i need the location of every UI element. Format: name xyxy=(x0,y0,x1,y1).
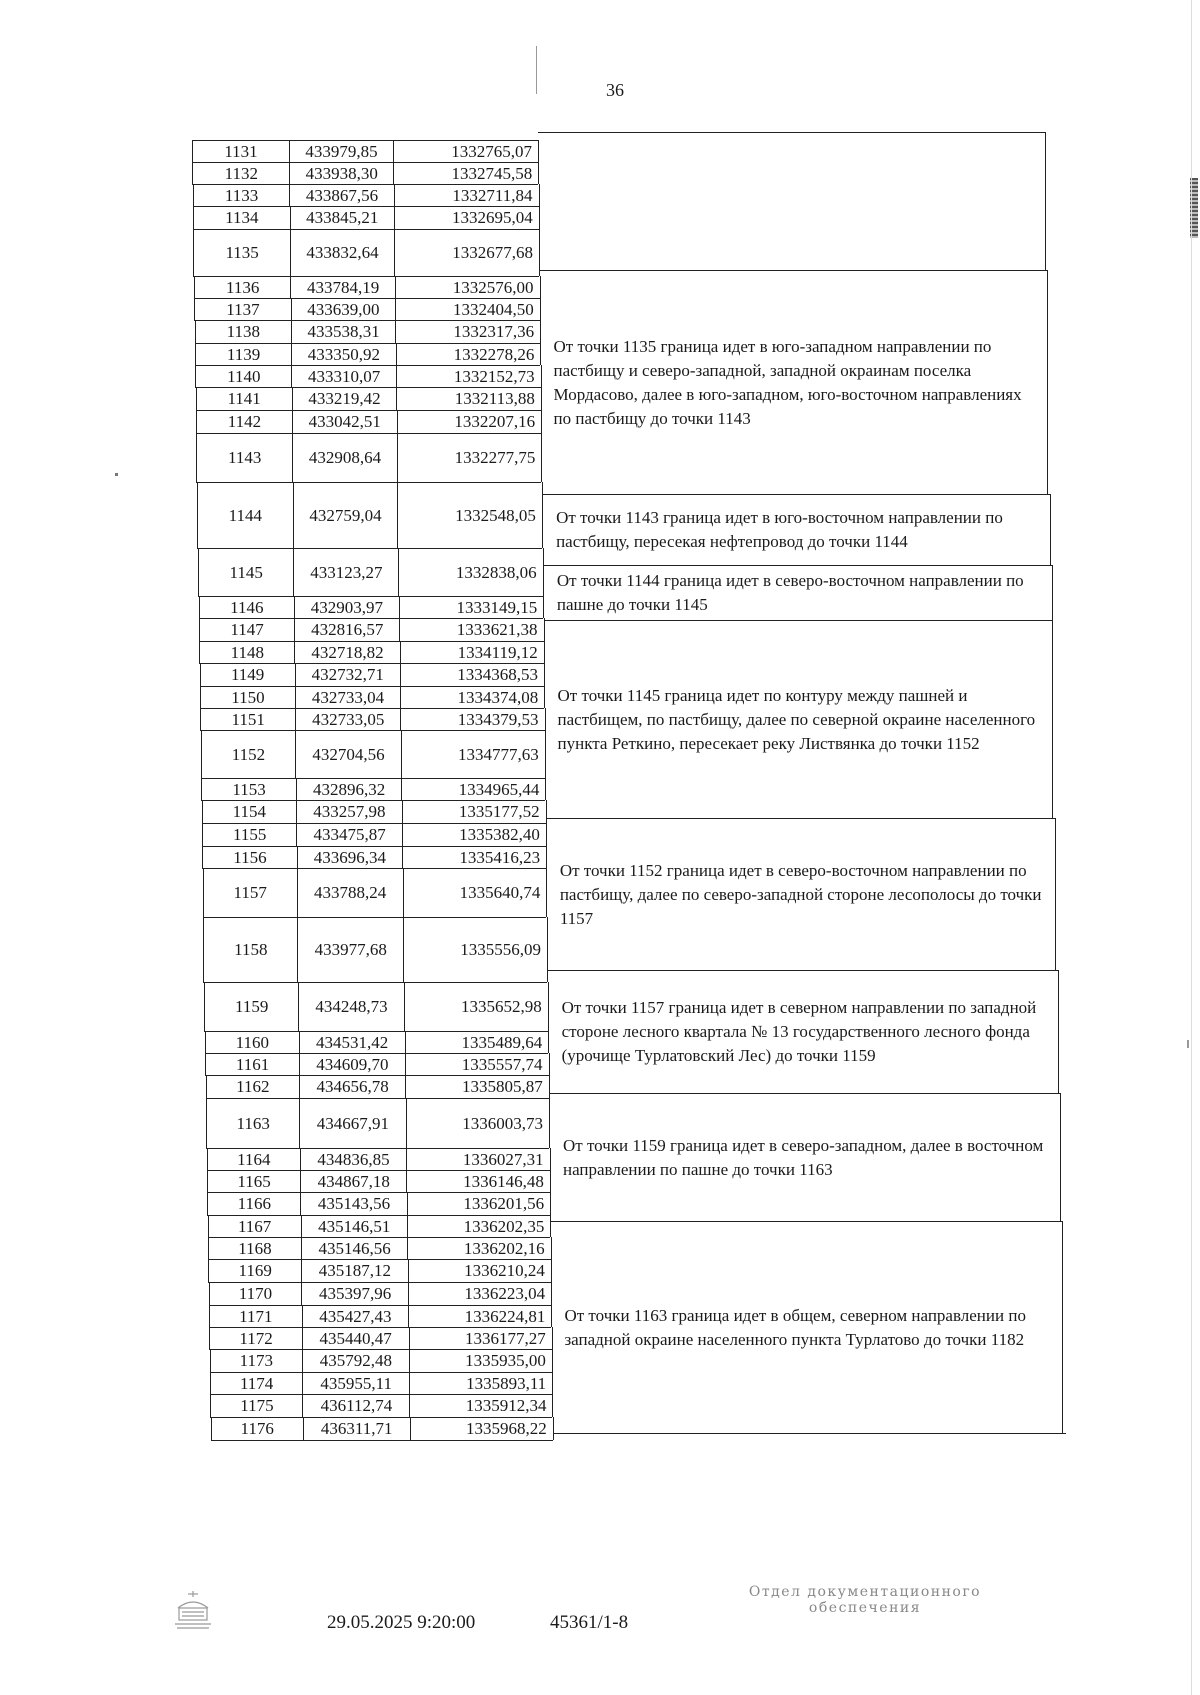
point-number-cell: 1162 xyxy=(206,1075,299,1098)
point-number-cell: 1147 xyxy=(199,618,294,641)
point-number-cell: 1171 xyxy=(209,1305,302,1327)
y-coordinate-cell: 1333149,15 xyxy=(399,596,543,618)
y-coordinate-cell: 1336027,31 xyxy=(406,1148,549,1170)
x-coordinate-cell: 434836,85 xyxy=(300,1148,406,1170)
table-row xyxy=(206,1075,549,1098)
y-coordinate-cell: 1336223,04 xyxy=(408,1282,551,1305)
table-row xyxy=(202,846,546,868)
table-row xyxy=(196,433,541,482)
table-row xyxy=(203,868,547,917)
table-row xyxy=(196,410,541,433)
point-number-cell: 1152 xyxy=(201,730,296,778)
boundary-description: От точки 1143 граница идет в юго-восточном направлении по пастбищу, пересекая нефтепровод до точки 1144 xyxy=(542,494,1051,565)
table-row xyxy=(210,1349,552,1372)
footer-datetime: 29.05.2025 9:20:00 xyxy=(327,1612,476,1633)
x-coordinate-cell: 432903,97 xyxy=(294,596,399,618)
emblem-icon xyxy=(170,1588,216,1632)
y-coordinate-cell: 1336177,27 xyxy=(409,1327,552,1349)
point-number-cell: 1161 xyxy=(205,1053,298,1075)
y-coordinate-cell: 1336210,24 xyxy=(408,1259,551,1282)
table-row xyxy=(195,365,540,387)
table-top-border xyxy=(192,140,538,141)
point-number-cell: 1137 xyxy=(194,298,290,320)
table-row xyxy=(205,1031,548,1053)
x-coordinate-cell: 433042,51 xyxy=(292,410,397,433)
point-number-cell: 1155 xyxy=(202,823,296,846)
y-coordinate-cell: 1334777,63 xyxy=(401,730,545,778)
point-number-cell: 1175 xyxy=(210,1394,302,1417)
point-number-cell: 1149 xyxy=(200,663,295,686)
x-coordinate-cell: 432704,56 xyxy=(295,730,400,778)
point-number-cell: 1131 xyxy=(192,140,289,162)
table-row xyxy=(201,778,545,800)
y-coordinate-cell: 1332576,00 xyxy=(395,276,540,298)
point-number-cell: 1159 xyxy=(204,982,298,1031)
point-number-cell: 1150 xyxy=(200,686,295,708)
y-coordinate-cell: 1335416,23 xyxy=(402,846,546,868)
table-row xyxy=(199,618,544,641)
x-coordinate-cell: 435187,12 xyxy=(301,1259,408,1282)
x-coordinate-cell: 432732,71 xyxy=(295,663,400,686)
x-coordinate-cell: 436311,71 xyxy=(303,1417,410,1440)
table-row xyxy=(206,1098,549,1148)
y-coordinate-cell: 1335805,87 xyxy=(405,1075,549,1098)
x-coordinate-cell: 433938,30 xyxy=(289,162,393,184)
table-row xyxy=(195,320,540,343)
point-number-cell: 1166 xyxy=(207,1192,300,1215)
y-coordinate-cell: 1334379,53 xyxy=(400,708,544,730)
description-bottom-border xyxy=(553,1433,1066,1434)
description-empty xyxy=(538,132,1046,270)
x-coordinate-cell: 433310,07 xyxy=(291,365,396,387)
x-coordinate-cell: 433639,00 xyxy=(291,298,395,320)
x-coordinate-cell: 433696,34 xyxy=(297,846,403,868)
y-coordinate-cell: 1335968,22 xyxy=(410,1417,553,1440)
point-number-cell: 1138 xyxy=(195,320,291,343)
point-number-cell: 1174 xyxy=(210,1372,302,1394)
point-number-cell: 1158 xyxy=(203,917,297,982)
y-coordinate-cell: 1335489,64 xyxy=(405,1031,549,1053)
table-row xyxy=(208,1237,551,1259)
x-coordinate-cell: 433867,56 xyxy=(289,184,393,206)
table-row xyxy=(197,482,542,548)
point-number-cell: 1170 xyxy=(209,1282,302,1305)
table-row xyxy=(207,1148,550,1170)
table-row xyxy=(192,140,538,162)
y-coordinate-cell: 1334119,12 xyxy=(400,641,544,663)
table-row xyxy=(193,206,539,229)
x-coordinate-cell: 432718,82 xyxy=(294,641,399,663)
x-coordinate-cell: 435143,56 xyxy=(300,1192,406,1215)
y-coordinate-cell: 1336146,48 xyxy=(406,1170,549,1192)
x-coordinate-cell: 433219,42 xyxy=(292,387,397,410)
point-number-cell: 1156 xyxy=(202,846,296,868)
table-row xyxy=(202,800,546,823)
x-coordinate-cell: 435146,51 xyxy=(301,1215,407,1237)
x-coordinate-cell: 433832,64 xyxy=(290,229,394,276)
y-coordinate-cell: 1332745,58 xyxy=(393,162,538,184)
x-coordinate-cell: 433845,21 xyxy=(290,206,394,229)
y-coordinate-cell: 1335652,98 xyxy=(404,982,548,1031)
x-coordinate-cell: 433784,19 xyxy=(290,276,394,298)
y-coordinate-cell: 1336224,81 xyxy=(408,1305,551,1327)
x-coordinate-cell: 433538,31 xyxy=(291,320,395,343)
y-coordinate-cell: 1333621,38 xyxy=(399,618,543,641)
table-row xyxy=(199,641,543,663)
x-coordinate-cell: 433475,87 xyxy=(296,823,402,846)
point-number-cell: 1144 xyxy=(197,482,293,548)
y-coordinate-cell: 1336202,35 xyxy=(407,1215,550,1237)
table-row xyxy=(202,823,546,846)
y-coordinate-cell: 1334368,53 xyxy=(400,663,544,686)
department-stamp: Отдел документационного обеспечения xyxy=(748,1584,982,1616)
point-number-cell: 1168 xyxy=(208,1237,301,1259)
x-coordinate-cell: 435792,48 xyxy=(302,1349,409,1372)
y-coordinate-cell: 1332695,04 xyxy=(394,206,539,229)
y-coordinate-cell: 1335935,00 xyxy=(409,1349,552,1372)
table-row xyxy=(200,708,544,730)
x-coordinate-cell: 435440,47 xyxy=(302,1327,409,1349)
y-coordinate-cell: 1332677,68 xyxy=(394,229,539,276)
table-row xyxy=(194,298,540,320)
table-row xyxy=(207,1192,550,1215)
y-coordinate-cell: 1334374,08 xyxy=(400,686,544,708)
y-coordinate-cell: 1332711,84 xyxy=(394,184,539,206)
table-row xyxy=(199,596,544,618)
x-coordinate-cell: 434609,70 xyxy=(299,1053,405,1075)
table-row xyxy=(200,663,544,686)
x-coordinate-cell: 435955,11 xyxy=(302,1372,409,1394)
y-coordinate-cell: 1336202,16 xyxy=(407,1237,550,1259)
x-coordinate-cell: 433979,85 xyxy=(289,140,393,162)
x-coordinate-cell: 434867,18 xyxy=(300,1170,406,1192)
x-coordinate-cell: 432733,04 xyxy=(295,686,400,708)
x-coordinate-cell: 432908,64 xyxy=(292,433,397,482)
boundary-description: От точки 1163 граница идет в общем, северном направлении по западной окраине населенного пункта Турлатово до точки 1182 xyxy=(550,1221,1062,1433)
footer-doc-number: 45361/1-8 xyxy=(550,1612,629,1633)
table-row xyxy=(211,1417,553,1440)
point-number-cell: 1157 xyxy=(203,868,297,917)
point-number-cell: 1154 xyxy=(202,800,296,823)
point-number-cell: 1134 xyxy=(193,206,290,229)
table-row xyxy=(207,1170,550,1192)
boundary-description: От точки 1152 граница идет в северо-восточном направлении по пастбищу, далее по северо-западной стороне лесополосы до точки 1157 xyxy=(546,818,1057,970)
boundary-description: От точки 1145 граница идет по контуру между пашней и пастбищем, по пастбищу, далее по северной окраине населенного пункта Реткино, пересекает реку Листвянка до точки 1152 xyxy=(544,620,1054,818)
point-number-cell: 1142 xyxy=(196,410,292,433)
y-coordinate-cell: 1335557,74 xyxy=(405,1053,549,1075)
x-coordinate-cell: 434656,78 xyxy=(299,1075,405,1098)
x-coordinate-cell: 434667,91 xyxy=(299,1098,405,1148)
table-row xyxy=(210,1372,552,1394)
x-coordinate-cell: 433977,68 xyxy=(297,917,403,982)
table-row xyxy=(208,1215,551,1237)
y-coordinate-cell: 1335556,09 xyxy=(403,917,547,982)
x-coordinate-cell: 434531,42 xyxy=(299,1031,405,1053)
point-number-cell: 1163 xyxy=(206,1098,299,1148)
table-row xyxy=(209,1282,551,1305)
y-coordinate-cell: 1332152,73 xyxy=(396,365,541,387)
x-coordinate-cell: 433257,98 xyxy=(296,800,402,823)
table-row xyxy=(201,730,545,778)
point-number-cell: 1141 xyxy=(196,387,292,410)
table-row xyxy=(200,686,544,708)
y-coordinate-cell: 1335177,52 xyxy=(402,800,546,823)
x-coordinate-cell: 432759,04 xyxy=(293,482,398,548)
point-number-cell: 1140 xyxy=(195,365,291,387)
y-coordinate-cell: 1335893,11 xyxy=(409,1372,552,1394)
x-coordinate-cell: 432896,32 xyxy=(296,778,401,800)
boundary-description: От точки 1135 граница идет в юго-западном направлении по пастбищу и северо-западной, западной окраинам поселка Мордасово, далее в юго-западном, юго-восточном направлениях по пастбищу до точки 1143 xyxy=(540,270,1049,494)
point-number-cell: 1145 xyxy=(198,548,293,596)
point-number-cell: 1167 xyxy=(208,1215,301,1237)
x-coordinate-cell: 435146,56 xyxy=(301,1237,408,1259)
boundary-description: От точки 1144 граница идет в северо-восточном направлении по пашне до точки 1145 xyxy=(543,565,1053,620)
x-coordinate-cell: 436112,74 xyxy=(302,1394,409,1417)
point-number-cell: 1164 xyxy=(207,1148,300,1170)
y-coordinate-cell: 1332278,26 xyxy=(396,343,541,365)
boundary-description: От точки 1157 граница идет в северном направлении по западной стороне лесного квартала № 13 государственного лесного фонда (урочище Турлатовский Лес) до точки 1159 xyxy=(548,970,1059,1093)
point-number-cell: 1148 xyxy=(199,641,294,663)
y-coordinate-cell: 1332207,16 xyxy=(397,410,542,433)
table-row xyxy=(208,1259,551,1282)
boundary-description: От точки 1159 граница идет в северо-западном, далее в восточном направлении по пашне до точки 1163 xyxy=(549,1093,1061,1221)
y-coordinate-cell: 1332113,88 xyxy=(396,387,541,410)
y-coordinate-cell: 1332765,07 xyxy=(393,140,538,162)
x-coordinate-cell: 432816,57 xyxy=(294,618,399,641)
point-number-cell: 1169 xyxy=(208,1259,301,1282)
point-number-cell: 1143 xyxy=(196,433,292,482)
table-row xyxy=(198,548,543,596)
point-number-cell: 1151 xyxy=(200,708,295,730)
y-coordinate-cell: 1332548,05 xyxy=(397,482,541,548)
x-coordinate-cell: 435427,43 xyxy=(302,1305,409,1327)
table-row xyxy=(193,229,539,276)
x-coordinate-cell: 432733,05 xyxy=(295,708,400,730)
y-coordinate-cell: 1335912,34 xyxy=(409,1394,552,1417)
x-coordinate-cell: 435397,96 xyxy=(301,1282,408,1305)
y-coordinate-cell: 1335640,74 xyxy=(403,868,547,917)
table-row xyxy=(195,343,540,365)
page-number: 36 xyxy=(606,80,624,100)
table-row xyxy=(194,276,540,298)
point-number-cell: 1173 xyxy=(210,1349,302,1372)
point-number-cell: 1146 xyxy=(199,596,294,618)
y-coordinate-cell: 1336201,56 xyxy=(407,1192,550,1215)
point-number-cell: 1135 xyxy=(193,229,290,276)
table-row xyxy=(203,917,547,982)
point-number-cell: 1165 xyxy=(207,1170,300,1192)
table-row xyxy=(196,387,541,410)
point-number-cell: 1176 xyxy=(211,1417,303,1440)
point-number-cell: 1133 xyxy=(193,184,290,206)
table-row xyxy=(205,1053,548,1075)
y-coordinate-cell: 1332277,75 xyxy=(397,433,542,482)
table-row xyxy=(210,1394,552,1417)
x-coordinate-cell: 433123,27 xyxy=(293,548,398,596)
table-row xyxy=(193,184,539,206)
table-row xyxy=(192,162,538,184)
table-row xyxy=(209,1305,551,1327)
x-coordinate-cell: 434248,73 xyxy=(298,982,404,1031)
point-number-cell: 1139 xyxy=(195,343,291,365)
y-coordinate-cell: 1332317,36 xyxy=(395,320,540,343)
y-coordinate-cell: 1332838,06 xyxy=(398,548,542,596)
point-number-cell: 1136 xyxy=(194,276,290,298)
x-coordinate-cell: 433350,92 xyxy=(291,343,395,365)
y-coordinate-cell: 1336003,73 xyxy=(406,1098,550,1148)
table-row xyxy=(209,1327,551,1349)
point-number-cell: 1172 xyxy=(209,1327,301,1349)
point-number-cell: 1160 xyxy=(205,1031,299,1053)
point-number-cell: 1153 xyxy=(201,778,296,800)
y-coordinate-cell: 1332404,50 xyxy=(395,298,540,320)
x-coordinate-cell: 433788,24 xyxy=(297,868,403,917)
y-coordinate-cell: 1335382,40 xyxy=(402,823,546,846)
table-row xyxy=(204,982,547,1031)
point-number-cell: 1132 xyxy=(192,162,289,184)
y-coordinate-cell: 1334965,44 xyxy=(401,778,545,800)
